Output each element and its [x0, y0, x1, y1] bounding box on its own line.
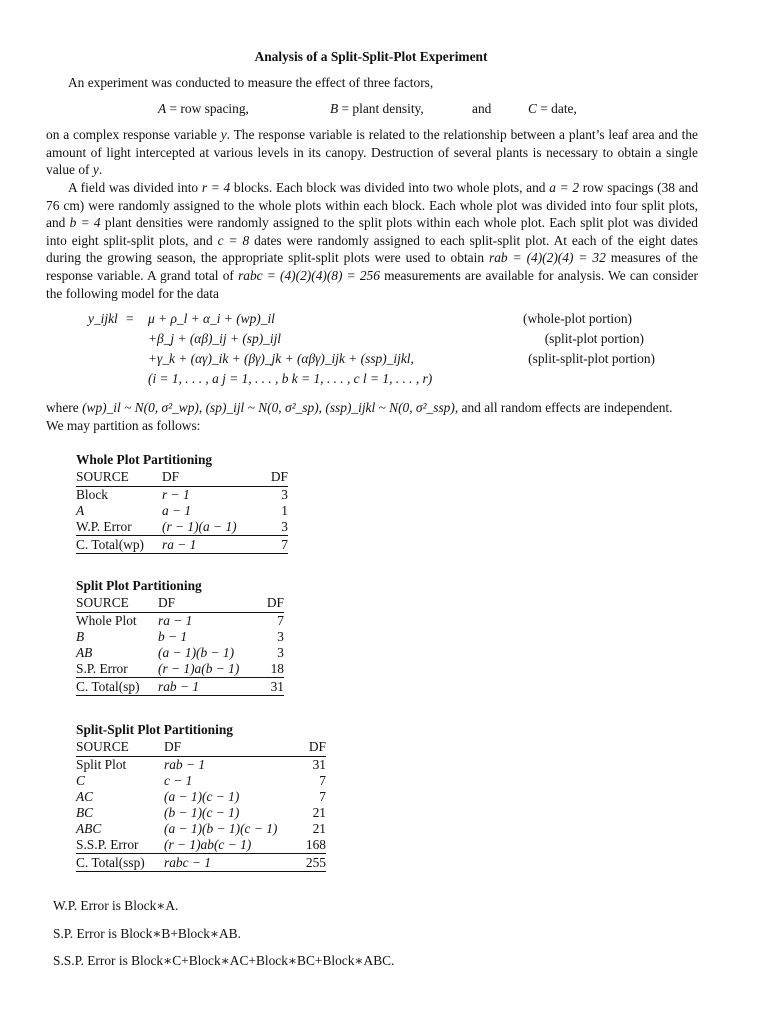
split-split-plot-table — [76, 739, 326, 872]
paragraph-random-effects: where (wp)_il ~ N(0, σ²_wp), (sp)_ijl ~ N(0, σ²_sp), (ssp)_ijkl ~ N(0, σ²_ssp), and all random effects are independent. We may partition as follows: — [46, 400, 673, 433]
table-header-row: SOURCE DF DF — [76, 739, 326, 757]
table-header-row: SOURCE DF DF — [76, 595, 284, 613]
table-row: AC (a − 1)(c − 1) 7 — [76, 788, 326, 804]
note-wp-error: W.P. Error is Block∗A. — [53, 898, 179, 913]
table-row: S.S.P. Error (r − 1)ab(c − 1) 168 — [76, 836, 326, 852]
note-ssp-error: S.S.P. Error is Block∗C+Block∗AC+Block∗BC+Block∗ABC. — [53, 953, 395, 968]
factor-and: and — [472, 101, 492, 116]
model-line-3: +γ_k + (αγ)_ik + (βγ)_jk + (αβγ)_ijk + (ssp)_ijkl, — [148, 351, 414, 366]
split-split-plot-table-caption: Split-Split Plot Partitioning — [76, 722, 233, 737]
model-index-ranges: (i = 1, . . . , a j = 1, . . . , b k = 1, . . . , c l = 1, . . . , r) — [148, 371, 433, 386]
document-title: Analysis of a Split-Split-Plot Experiment — [254, 49, 488, 64]
model-line-2: +β_j + (αβ)_ij + (sp)_ijl — [148, 331, 282, 346]
factor-b: B = plant density, — [330, 101, 424, 116]
split-split-plot-table-block — [76, 721, 326, 872]
table-row: AB (a − 1)(b − 1) 3 — [76, 644, 284, 660]
table-row: C c − 1 7 — [76, 772, 326, 788]
whole-plot-table — [76, 469, 288, 554]
paragraph-response-variable: on a complex response variable y. The response variable is related to the relationship between a plant’s leaf area and the amount of light intercepted at various levels in its canopy. Destruction of several plants is necessary to obtain a single value of y. — [46, 127, 698, 178]
table-header-row: SOURCE DF DF — [76, 469, 288, 487]
factor-c: C = date, — [528, 101, 577, 116]
table-row: W.P. Error (r − 1)(a − 1) 3 — [76, 518, 288, 534]
model-equation — [88, 310, 688, 390]
factor-definitions — [0, 100, 768, 118]
factor-a: A = row spacing, — [158, 101, 249, 116]
table-row: ABC (a − 1)(b − 1)(c − 1) 21 — [76, 820, 326, 836]
table-row: Whole Plot ra − 1 7 — [76, 612, 284, 628]
model-equals: = — [126, 311, 134, 326]
intro-sentence: An experiment was conducted to measure the effect of three factors, — [68, 75, 434, 90]
table-row: A a − 1 1 — [76, 502, 288, 518]
table-row: Split Plot rab − 1 31 — [76, 756, 326, 772]
label-split-split-plot-portion: (split-split-plot portion) — [528, 351, 655, 366]
split-plot-table-caption: Split Plot Partitioning — [76, 578, 202, 593]
table-row: BC (b − 1)(c − 1) 21 — [76, 804, 326, 820]
paragraph-design: A field was divided into r = 4 blocks. Each block was divided into two whole plots, and a = 2 row spacings (38 and 76 cm) were randomly assigned to the whole plots within each block. Each whole plot was divided into four split plots, and b = 4 plant densities were randomly assigned to the split plots within each whole plot. Each split plot was divided into eight split-split plots, and c = 8 dates were randomly assigned to each split-split plot. At each of the eight dates during the growing season, the appropriate split-split plots were used to obtain rab = (4)(2)(4) = 32 measures of the response variable. A grand total of rabc = (4)(2)(4)(8) = 256 measurements are available for analysis. We can consider the following model for the data — [46, 180, 699, 301]
table-row: S.P. Error (r − 1)a(b − 1) 18 — [76, 660, 284, 676]
label-split-plot-portion: (split-plot portion) — [544, 331, 644, 346]
whole-plot-table-caption: Whole Plot Partitioning — [76, 452, 213, 467]
split-plot-table-block — [76, 577, 284, 696]
model-line-1: μ + ρ_l + α_i + (wp)_il — [148, 311, 275, 326]
whole-plot-table-block — [76, 451, 288, 554]
table-total-row: C. Total(wp) ra − 1 7 — [76, 536, 288, 552]
table-total-row: C. Total(sp) rab − 1 31 — [76, 678, 284, 694]
split-plot-table — [76, 595, 284, 696]
label-whole-plot-portion: (whole-plot portion) — [523, 311, 632, 326]
table-total-row: C. Total(ssp) rabc − 1 255 — [76, 854, 326, 870]
note-sp-error: S.P. Error is Block∗B+Block∗AB. — [53, 926, 241, 941]
table-row: B b − 1 3 — [76, 628, 284, 644]
model-lhs: y_ijkl — [88, 311, 118, 326]
table-row: Block r − 1 3 — [76, 486, 288, 502]
